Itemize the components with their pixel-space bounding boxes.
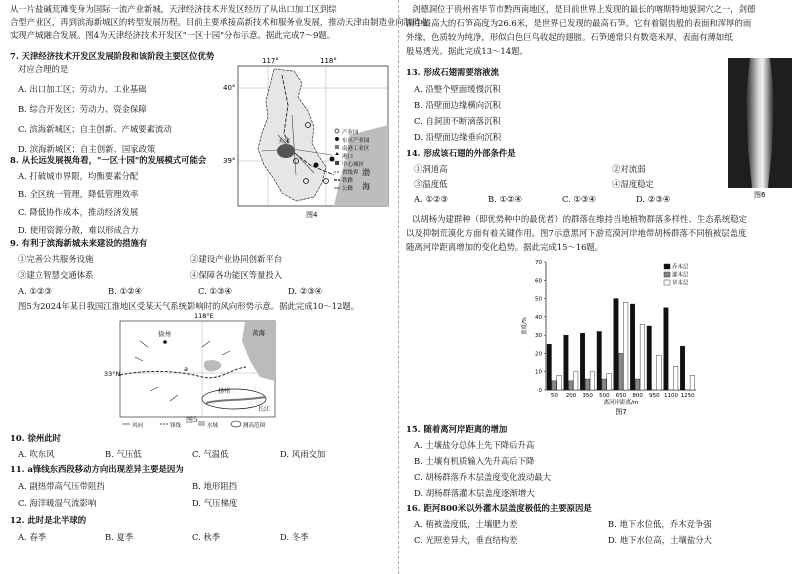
q9-item-3: ③建立智慧交通体系 bbox=[18, 270, 94, 280]
fig4-tianjin-boundary bbox=[258, 69, 326, 201]
fig5-legend-3: 测高范围 bbox=[243, 423, 266, 429]
chart-legend-label: 乔木层 bbox=[672, 264, 689, 271]
fig5-legend-1: 锋线 bbox=[170, 423, 182, 429]
fig4-legend-2: 南港工业区 bbox=[342, 146, 370, 152]
intro-13-14-line3: 外缘，色质较为纯净，形似白色巨鸟收起的翅膀。石笋通常只有数毫米厚，表面有薄如纸 bbox=[406, 32, 733, 42]
figure-7-bar-chart bbox=[520, 256, 700, 420]
chart-legend-label: 草本层 bbox=[672, 280, 689, 287]
chart-bar bbox=[623, 302, 627, 390]
q8-option-b[interactable]: B. 全区统一管理，降低管理效率 bbox=[18, 189, 139, 199]
fig5-yangtze bbox=[206, 397, 266, 403]
intro-15-16-line2: 以及抑制荒漠化方面有着关键作用。图7示意黑河下游荒漠河岸地带胡杨群落不同植被层盖度 bbox=[406, 228, 747, 238]
fig4-legend-city-icon bbox=[335, 161, 339, 165]
chart-bar bbox=[573, 372, 577, 390]
q14-option-d[interactable]: D. ②③④ bbox=[636, 194, 671, 204]
chart-x-tick-label: 650 bbox=[615, 393, 627, 399]
fig4-lon-117: 117° bbox=[262, 57, 279, 65]
fig4-park-3 bbox=[314, 163, 319, 168]
fig4-legend-7: 公路 bbox=[342, 186, 354, 192]
intro-10-12: 图5为2024年某日我国江淮地区受某天气系统影响时的风向形势示意。据此完成10～12题。 bbox=[18, 301, 360, 311]
q11-option-a[interactable]: A. 副热带高气压带阻挡 bbox=[18, 481, 105, 491]
fig4-legend-nangang-icon bbox=[335, 145, 339, 149]
chart-bar bbox=[607, 374, 611, 390]
q9-option-b[interactable]: B. ①②④ bbox=[108, 286, 143, 296]
figure-5-map bbox=[104, 311, 280, 431]
q7-stem-cont: 对应合理的是 bbox=[18, 64, 69, 74]
fig4-lon-118: 118° bbox=[320, 57, 337, 65]
chart-bar bbox=[640, 324, 644, 390]
q12-option-b[interactable]: B. 夏季 bbox=[105, 532, 134, 542]
chart-bar bbox=[673, 366, 677, 390]
column-divider bbox=[398, 0, 400, 574]
q8-option-c[interactable]: C. 降低协作成本，推动经济发展 bbox=[18, 207, 139, 217]
fig5-legend-range-icon bbox=[231, 421, 241, 427]
fig4-legend-0: 产业园 bbox=[342, 130, 359, 136]
fig5-wind-arrows bbox=[135, 341, 230, 401]
chart-x-tick-label: 350 bbox=[582, 393, 593, 399]
q10-option-d[interactable]: D. 风雨交加 bbox=[280, 449, 326, 459]
q14-item-2: ②对流弱 bbox=[612, 164, 646, 174]
fig4-central-city bbox=[277, 144, 295, 158]
q10-option-b[interactable]: B. 气压低 bbox=[105, 449, 142, 459]
chart-bar bbox=[619, 353, 623, 390]
chart-x-tick-label: 950 bbox=[649, 393, 660, 399]
q13-stem: 13. 形成石翅需要溶液流 bbox=[406, 67, 499, 77]
chart-bar bbox=[557, 375, 561, 390]
chart-x-tick-label: 1100 bbox=[664, 393, 678, 399]
q14-option-b[interactable]: B. ①②④ bbox=[488, 194, 523, 204]
chart-legend bbox=[664, 263, 689, 287]
q10-stem: 10. 徐州此时 bbox=[10, 433, 61, 443]
fig4-legend-port-icon bbox=[335, 152, 339, 155]
chart-bar bbox=[597, 331, 601, 390]
fig4-sea-label: 渤 bbox=[362, 168, 370, 177]
fig4-legend-5: 省级界 bbox=[342, 170, 359, 176]
q12-option-c[interactable]: C. 秋季 bbox=[192, 532, 221, 542]
q9-item-2: ②建设产业协同创新平台 bbox=[190, 254, 283, 264]
q16-option-d[interactable]: D. 地下水位高，土壤盐分大 bbox=[608, 535, 712, 545]
q9-item-4: ④保障各功能区等量投入 bbox=[190, 270, 283, 280]
q7-option-b[interactable]: B. 综合开发区；劳动力、资金保障 bbox=[18, 104, 147, 114]
fig5-xuzhou-label: 徐州 bbox=[158, 330, 171, 338]
fig6-stalagmite bbox=[746, 58, 774, 188]
q11-option-b[interactable]: B. 地形阻挡 bbox=[192, 481, 237, 491]
q8-stem: 8. 从长远发展视角看，"一区十园"的发展模式可能会 bbox=[10, 155, 207, 165]
fig4-legend-1: 东区产业园 bbox=[342, 138, 370, 144]
chart-bar bbox=[552, 381, 556, 390]
chart-bar bbox=[614, 299, 618, 390]
q15-option-d[interactable]: D. 胡杨群落灌木层盖度逐渐增大 bbox=[414, 488, 535, 498]
chart-bar bbox=[569, 381, 573, 390]
chart-legend-swatch bbox=[664, 272, 670, 277]
q9-option-c[interactable]: C. ①③④ bbox=[198, 286, 232, 296]
fig4-caption: 图4 bbox=[306, 211, 318, 219]
intro-15-16-line1: 以胡杨为建群种（即优势种中的最优者）的群落在维持当地植物群落多样性、生态系统稳定 bbox=[412, 214, 747, 224]
chart-bar bbox=[657, 355, 661, 390]
fig4-lat-39: 39° bbox=[223, 157, 236, 165]
q14-item-1: ①洞道高 bbox=[414, 164, 448, 174]
chart-bar bbox=[647, 326, 651, 390]
q16-stem: 16. 距河800米以外灌木层盖度极低的主要原因是 bbox=[406, 503, 592, 513]
chart-y-tick-label: 0 bbox=[538, 388, 542, 394]
figure-6-photo bbox=[728, 58, 792, 198]
chart-y-tick-label: 50 bbox=[535, 296, 542, 303]
q13-option-b[interactable]: B. 沿壁面边缘横向沉积 bbox=[414, 100, 501, 110]
fig5-legend-water-icon bbox=[198, 421, 205, 426]
chart-y-tick-label: 10 bbox=[535, 369, 542, 376]
fig5-river-label: 长江 bbox=[258, 406, 271, 413]
fig5-front-label: a bbox=[184, 365, 188, 373]
q9-stem: 9. 有利于滨海新城未来建设的措施有 bbox=[10, 238, 148, 248]
intro-15-16-line3: 随离河岸距离增加的变化趋势。据此完成15～16题。 bbox=[406, 242, 604, 252]
q13-option-d[interactable]: D. 沿壁面边缘垂向沉积 bbox=[414, 132, 502, 142]
q14-option-c[interactable]: C. ①③④ bbox=[562, 194, 596, 204]
chart-legend-swatch bbox=[664, 264, 670, 269]
fig5-lon: 118°E bbox=[194, 312, 214, 320]
chart-y-tick-label: 20 bbox=[535, 351, 542, 358]
chart-legend-swatch bbox=[664, 280, 670, 285]
fig5-front-line bbox=[120, 367, 246, 378]
fig5-legend-0: 风向 bbox=[132, 423, 144, 429]
fig5-legend-2: 水域 bbox=[207, 423, 219, 429]
fig4-park-5 bbox=[330, 157, 335, 162]
chart-bar bbox=[590, 372, 594, 390]
fig4-sea-label-2: 海 bbox=[362, 182, 370, 191]
q16-option-b[interactable]: B. 地下水位低，乔木竞争强 bbox=[608, 519, 712, 529]
q10-option-c[interactable]: C. 气温低 bbox=[192, 449, 229, 459]
chart-x-tick-label: 200 bbox=[565, 393, 577, 399]
chart-x-tick-label: 50 bbox=[550, 393, 558, 399]
fig5-xuzhou-dot bbox=[163, 340, 167, 344]
q13-option-c[interactable]: C. 自洞顶不断滴落沉积 bbox=[414, 116, 501, 126]
q8-option-d[interactable]: D. 使用资源分散，难以形成合力 bbox=[18, 225, 139, 235]
q9-option-a[interactable]: A. ①②③ bbox=[18, 286, 52, 296]
fig5-yangzhou-label: 扬州 bbox=[218, 388, 231, 395]
q14-stem: 14. 形成该石翅的外部条件是 bbox=[406, 148, 516, 158]
q7-option-c[interactable]: C. 滨海新城区；自主创新、产城要素流动 bbox=[18, 124, 172, 134]
fig4-legend-park-icon bbox=[335, 129, 339, 133]
q15-stem: 15. 随着离河岸距离的增加 bbox=[406, 424, 508, 434]
q11-stem: 11. a锋线东西段移动方向出现差异主要是因为 bbox=[10, 464, 184, 474]
q13-option-a[interactable]: A. 沿整个壁面缓慢沉积 bbox=[414, 84, 501, 94]
q16-option-c[interactable]: C. 光照差异大，垂直结构差 bbox=[414, 535, 518, 545]
chart-x-label: 离河岸距离/m bbox=[603, 400, 639, 406]
fig5-sea-label: 黄海 bbox=[252, 329, 265, 337]
chart-bar bbox=[635, 379, 639, 390]
chart-bars bbox=[547, 299, 695, 390]
q14-option-a[interactable]: A. ①②③ bbox=[414, 194, 448, 204]
q7-option-a[interactable]: A. 出口加工区；劳动力、工业基础 bbox=[18, 84, 147, 94]
q10-option-a[interactable]: A. 吹东风 bbox=[18, 449, 55, 459]
chart-bar bbox=[564, 335, 568, 390]
q15-option-b[interactable]: B. 土壤有机质输入先升高后下降 bbox=[414, 456, 535, 466]
q16-option-a[interactable]: A. 植被盖度低，土壤肥力差 bbox=[414, 519, 518, 529]
chart-caption: 图7 bbox=[615, 408, 627, 416]
q7-option-d[interactable]: D. 滨海新城区；自主创新、国家政策 bbox=[18, 144, 156, 154]
chart-x-tick-label: 500 bbox=[599, 393, 610, 399]
chart-x-tick-label: 800 bbox=[632, 393, 643, 399]
chart-bar bbox=[630, 304, 634, 390]
q11-option-c[interactable]: C. 海洋暖湿气流影响 bbox=[18, 498, 97, 508]
chart-bar bbox=[690, 375, 694, 390]
intro-7-9-line3: 实现产城融合发展。图4为天津经济技术开发区"一区十园"分布示意。据此完成7～9题。 bbox=[10, 30, 336, 40]
chart-y-tick-label: 40 bbox=[535, 314, 542, 321]
chart-y-tick-label: 30 bbox=[535, 333, 542, 340]
fig5-caption: 图5 bbox=[186, 416, 198, 424]
intro-7-9-line2: 合型产业区，再到滨海新城区的转型发展历程。目前主要承接高新技术和服务业发展，推动天津由制造业向制造业 bbox=[10, 17, 429, 27]
figure-4-map bbox=[222, 55, 394, 225]
intro-13-14-line2: 洞中最高大的石笋高度为26.6米，是世界已发现的最高石笋。它有着锯齿般的表面和浑厚的雨 bbox=[406, 18, 752, 28]
fig6-caption: 图6 bbox=[754, 191, 766, 199]
chart-legend-label: 灌木层 bbox=[672, 272, 689, 279]
chart-bar bbox=[680, 346, 684, 390]
q12-option-a[interactable]: A. 春季 bbox=[18, 532, 47, 542]
chart-y-ticks bbox=[535, 260, 546, 394]
q7-stem: 7. 天津经济技术开发区发展阶段和该阶段主要区位优势 bbox=[10, 51, 215, 61]
q14-item-3: ③温度低 bbox=[414, 179, 448, 189]
q8-option-a[interactable]: A. 打破城市界限，均衡要素分配 bbox=[18, 171, 139, 181]
q12-option-d[interactable]: D. 冬季 bbox=[280, 532, 309, 542]
q15-option-a[interactable]: A. 土壤盐分总体上先下降后升高 bbox=[414, 440, 535, 450]
q15-option-c[interactable]: C. 胡杨群落乔木层盖度变化波动最大 bbox=[414, 472, 552, 482]
q9-option-d[interactable]: D. ②③④ bbox=[288, 286, 323, 296]
fig5-lake bbox=[204, 360, 221, 371]
chart-bar bbox=[580, 333, 584, 390]
q14-item-4: ④湿度稳定 bbox=[612, 179, 654, 189]
q12-stem: 12. 此时是北半球的 bbox=[10, 515, 87, 525]
fig4-legend-3: 港口 bbox=[342, 154, 354, 160]
fig5-lat: 33°N bbox=[104, 370, 121, 378]
intro-13-14-line1: 剑德洞位于贵州省毕节市黔西南地区，是目前世界上发现的最长的喀斯特地貌洞穴之一，剑德 bbox=[412, 4, 756, 14]
fig4-lat-40: 40° bbox=[223, 84, 236, 92]
q11-option-d[interactable]: D. 气压梯度 bbox=[192, 498, 238, 508]
fig4-legend-east-icon bbox=[335, 137, 339, 141]
intro-7-9-line1: 从一片盐碱荒滩变身为国际一流产业新城，天津经济技术开发区经历了从出口加工区到综 bbox=[10, 4, 337, 14]
chart-bar bbox=[664, 308, 668, 390]
fig4-tianjin-label: 天津 bbox=[278, 138, 291, 145]
chart-bar bbox=[547, 344, 551, 390]
fig4-legend-6: 铁路 bbox=[342, 178, 354, 184]
q9-item-1: ①完善公共服务设施 bbox=[18, 254, 94, 264]
chart-bar bbox=[585, 379, 589, 390]
chart-bar bbox=[602, 379, 606, 390]
fig4-legend-4: 中心城区 bbox=[342, 162, 365, 168]
chart-y-label: 盖度/% bbox=[522, 316, 528, 336]
chart-x-ticks bbox=[551, 393, 695, 399]
chart-x-tick-label: 1250 bbox=[680, 393, 695, 399]
chart-y-tick-label: 60 bbox=[535, 278, 542, 285]
intro-13-14-line4: 般易透光。据此完成13～14题。 bbox=[406, 46, 528, 56]
chart-y-tick-label: 70 bbox=[535, 260, 542, 266]
